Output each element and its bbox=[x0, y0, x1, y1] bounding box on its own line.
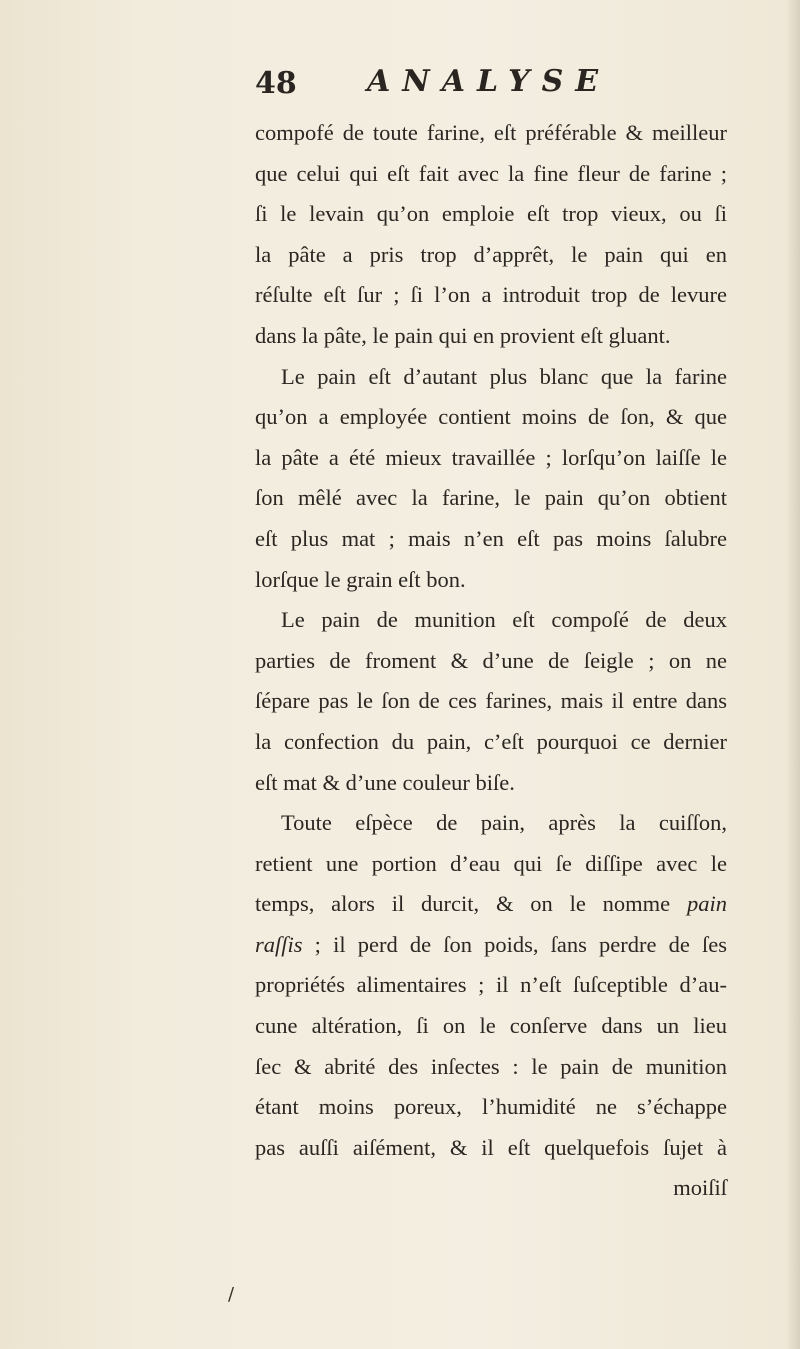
text-line-15: ſépare pas le ſon de ces farines, mais il entre dans bbox=[255, 688, 727, 714]
text-line-5: réſulte eſt ſur ; ſi l’on a introduit trop de levure bbox=[255, 282, 727, 308]
body-text bbox=[255, 113, 727, 1209]
text-line-16: la confection du pain, c’eſt pourquoi ce dernier bbox=[255, 728, 727, 754]
text-line-13: Le pain de munition eſt compoſé de deux bbox=[281, 607, 727, 633]
text-line-6: dans la pâte, le pain qui en provient eſt gluant. bbox=[255, 322, 671, 348]
text-line-20-main: temps, alors il durcit, & on le nomme bbox=[255, 891, 671, 917]
catchword: moiſiſ bbox=[673, 1175, 727, 1201]
text-line-14: parties de froment & d’une de ſeigle ; on ne bbox=[255, 647, 727, 673]
text-line-24: ſec & abrité des inſectes : le pain de munition bbox=[255, 1053, 727, 1079]
text-line-18: Toute eſpèce de pain, après la cuiſſon, bbox=[281, 810, 727, 836]
text-line-4: la pâte a pris trop d’apprêt, le pain qui en bbox=[255, 241, 727, 267]
text-line-3: ſi le levain qu’on emploie eſt trop vieux, ou ſi bbox=[255, 201, 727, 227]
text-line-20 bbox=[255, 884, 727, 925]
text-line-26: pas auſſi aiſément, & il eſt quelquefois ſujet à bbox=[255, 1134, 727, 1160]
text-line-7: Le pain eſt d’autant plus blanc que la farine bbox=[281, 363, 727, 389]
text-line-2: que celui qui eſt fait avec la fine fleur de farine ; bbox=[255, 160, 727, 186]
text-line-1: compofé de toute farine, eſt préférable & meilleur bbox=[255, 120, 727, 145]
text-line-12: lorſque le grain eſt bon. bbox=[255, 566, 466, 592]
text-line-25: étant moins poreux, l’humidité ne s’échappe bbox=[255, 1094, 727, 1120]
running-title: ANALYSE bbox=[367, 64, 611, 99]
page-header bbox=[255, 62, 725, 106]
text-line-21: raſſis ; il perd de ſon poids, ſans perdre de ſes bbox=[255, 931, 727, 957]
page-number: 48 bbox=[255, 66, 297, 101]
margin-slash-mark: / bbox=[228, 1284, 235, 1305]
text-line-9: la pâte a été mieux travaillée ; lorſqu’on laiſſe le bbox=[255, 444, 727, 470]
text-line-10: ſon mêlé avec la farine, le pain qu’on obtient bbox=[255, 485, 727, 511]
text-line-19: retient une portion d’eau qui ſe diſſipe avec le bbox=[255, 850, 727, 876]
text-line-17: eſt mat & d’une couleur biſe. bbox=[255, 769, 515, 795]
text-line-8: qu’on a employée contient moins de ſon, & que bbox=[255, 404, 727, 430]
text-line-22: propriétés alimentaires ; il n’eſt ſuſceptible d’au- bbox=[255, 972, 727, 998]
text-line-23: cune altération, ſi on le conſerve dans un lieu bbox=[255, 1013, 727, 1039]
italic-word-pain: pain bbox=[687, 891, 728, 917]
text-line-11: eſt plus mat ; mais n’en eſt pas moins ſalubre bbox=[255, 525, 727, 551]
italic-word-rassis: raſſis bbox=[255, 931, 303, 957]
page-edge-shadow bbox=[786, 0, 800, 1349]
